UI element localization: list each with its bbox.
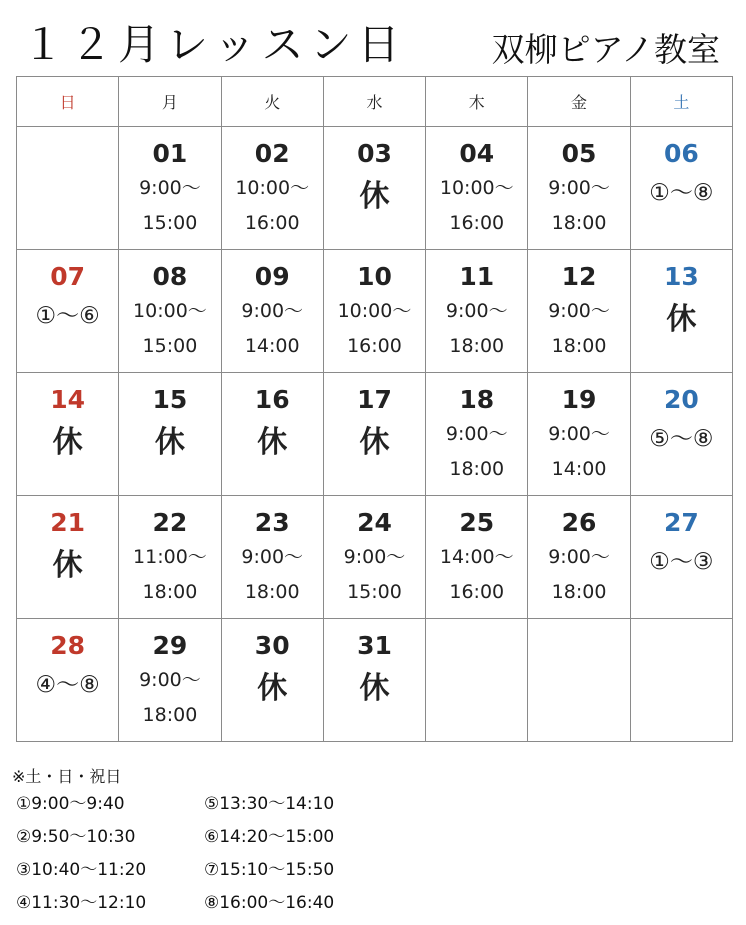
lesson-time: 10:00〜 <box>439 177 514 199</box>
calendar-day-cell <box>119 127 221 250</box>
day-number: 01 <box>152 139 188 168</box>
day-number: 15 <box>152 385 188 414</box>
day-number: 28 <box>50 631 86 660</box>
day-number: 12 <box>561 262 597 291</box>
holiday-mark: 休 <box>359 425 390 460</box>
calendar-day-cell <box>17 250 119 373</box>
day-number: 11 <box>459 262 495 291</box>
time-slot: ⑦15:10〜15:50 <box>204 860 335 880</box>
day-number: 10 <box>357 262 392 291</box>
time-slot: ②9:50〜10:30 <box>16 827 136 847</box>
day-number: 26 <box>561 508 597 537</box>
lesson-time: 9:00〜 <box>548 546 610 568</box>
lesson-time: 14:00 <box>244 335 300 357</box>
lesson-time: 9:00〜 <box>548 300 610 322</box>
calendar-day-cell <box>323 496 425 619</box>
lesson-time: 18:00 <box>551 212 607 234</box>
lesson-time: 11:00〜 <box>133 546 207 568</box>
holiday-mark: 休 <box>359 179 390 214</box>
calendar-day-cell <box>119 373 221 496</box>
weekday-sat: 土 <box>630 77 732 127</box>
calendar-week-row <box>17 127 733 250</box>
calendar-week-row <box>17 619 733 742</box>
lesson-time: 16:00 <box>347 335 402 357</box>
calendar-day-cell <box>426 127 528 250</box>
time-slot: ⑤13:30〜14:10 <box>204 794 335 814</box>
day-number: 17 <box>357 385 392 414</box>
slot-range: ①〜⑥ <box>35 303 100 329</box>
calendar-day-cell <box>221 373 323 496</box>
calendar-day-cell <box>528 127 630 250</box>
school-name: 双柳ピアノ教室 <box>491 30 720 69</box>
day-number: 09 <box>254 262 290 291</box>
holiday-mark: 休 <box>666 302 697 337</box>
day-number: 27 <box>663 508 699 537</box>
holiday-mark: 休 <box>257 425 288 460</box>
weekday-wed: 水 <box>323 77 425 127</box>
day-number: 05 <box>561 139 597 168</box>
day-number: 14 <box>50 385 86 414</box>
calendar-day-cell <box>528 250 630 373</box>
day-number: 16 <box>254 385 290 414</box>
day-number: 25 <box>459 508 495 537</box>
calendar-day-cell <box>323 373 425 496</box>
calendar-day-cell <box>630 496 732 619</box>
day-number: 07 <box>50 262 86 291</box>
lesson-time: 18:00 <box>142 581 198 603</box>
slot-range: ⑤〜⑧ <box>649 426 714 452</box>
weekday-header-row <box>17 77 733 127</box>
lesson-time: 18:00 <box>244 581 300 603</box>
lesson-time: 9:00〜 <box>445 423 508 445</box>
lesson-time: 16:00 <box>449 212 505 234</box>
lesson-time: 9:00〜 <box>343 546 406 568</box>
weekday-mon: 月 <box>119 77 221 127</box>
lesson-time: 9:00〜 <box>241 546 304 568</box>
slot-range: ①〜⑧ <box>649 180 714 206</box>
lesson-time: 9:00〜 <box>139 669 201 691</box>
calendar-day-cell <box>17 496 119 619</box>
day-number: 13 <box>663 262 699 291</box>
calendar-week-row <box>17 373 733 496</box>
time-slot: ③10:40〜11:20 <box>16 860 147 880</box>
calendar-week-row <box>17 496 733 619</box>
weekday-tue: 火 <box>221 77 323 127</box>
lesson-time: 10:00〜 <box>337 300 412 322</box>
calendar-empty-cell <box>630 619 732 742</box>
lesson-time: 9:00〜 <box>241 300 304 322</box>
day-number: 21 <box>50 508 86 537</box>
calendar-day-cell <box>119 496 221 619</box>
calendar-day-cell <box>323 250 425 373</box>
lesson-time: 15:00 <box>347 581 402 603</box>
day-number: 29 <box>152 631 188 660</box>
calendar-day-cell <box>119 250 221 373</box>
calendar-empty-cell <box>426 619 528 742</box>
calendar-day-cell <box>426 496 528 619</box>
calendar-day-cell <box>221 250 323 373</box>
notes-heading: ※土・日・祝日 <box>12 767 122 786</box>
day-number: 18 <box>459 385 495 414</box>
day-number: 08 <box>152 262 188 291</box>
lesson-time: 14:00〜 <box>439 546 514 568</box>
lesson-time: 14:00 <box>551 458 607 480</box>
calendar-table <box>16 76 733 742</box>
lesson-time: 18:00 <box>551 335 607 357</box>
calendar-day-cell <box>630 250 732 373</box>
time-slot-list <box>16 792 392 916</box>
lesson-time: 18:00 <box>551 581 607 603</box>
lesson-time: 18:00 <box>449 335 505 357</box>
time-slot: ④11:30〜12:10 <box>16 893 147 913</box>
weekday-sun: 日 <box>17 77 119 127</box>
calendar-day-cell <box>221 619 323 742</box>
day-number: 04 <box>459 139 495 168</box>
calendar-week-row <box>17 250 733 373</box>
day-number: 31 <box>357 631 392 660</box>
lesson-time: 9:00〜 <box>548 177 610 199</box>
calendar-day-cell <box>323 619 425 742</box>
lesson-time: 15:00 <box>142 212 198 234</box>
calendar-day-cell <box>221 127 323 250</box>
time-slot: ①9:00〜9:40 <box>16 794 125 814</box>
calendar-day-cell <box>426 373 528 496</box>
holiday-mark: 休 <box>52 425 83 460</box>
calendar-day-cell <box>630 127 732 250</box>
day-number: 02 <box>254 139 290 168</box>
holiday-mark: 休 <box>52 548 83 583</box>
calendar-day-cell <box>528 373 630 496</box>
day-number: 20 <box>663 385 699 414</box>
lesson-time: 10:00〜 <box>133 300 207 322</box>
calendar-day-cell <box>630 373 732 496</box>
holiday-mark: 休 <box>154 425 185 460</box>
day-number: 06 <box>663 139 699 168</box>
time-slot: ⑧16:00〜16:40 <box>204 893 335 913</box>
holiday-mark: 休 <box>359 671 390 706</box>
day-number: 23 <box>254 508 290 537</box>
calendar-empty-cell <box>528 619 630 742</box>
calendar-day-cell <box>221 496 323 619</box>
calendar-day-cell <box>323 127 425 250</box>
slot-range: ④〜⑧ <box>35 672 100 698</box>
lesson-time: 9:00〜 <box>548 423 610 445</box>
time-slot: ⑥14:20〜15:00 <box>204 827 335 847</box>
day-number: 19 <box>561 385 597 414</box>
calendar-day-cell <box>119 619 221 742</box>
lesson-time: 9:00〜 <box>445 300 508 322</box>
lesson-time: 10:00〜 <box>235 177 310 199</box>
lesson-time: 18:00 <box>449 458 505 480</box>
slot-range: ①〜③ <box>649 549 714 575</box>
calendar-day-cell <box>17 619 119 742</box>
lesson-time: 18:00 <box>142 704 198 726</box>
lesson-time: 16:00 <box>449 581 505 603</box>
day-number: 03 <box>357 139 392 168</box>
calendar-day-cell <box>426 250 528 373</box>
weekday-thu: 木 <box>426 77 528 127</box>
calendar-empty-cell <box>17 127 119 250</box>
calendar-day-cell <box>17 373 119 496</box>
weekday-fri: 金 <box>528 77 630 127</box>
lesson-time: 16:00 <box>244 212 300 234</box>
calendar-day-cell <box>528 496 630 619</box>
lesson-time: 15:00 <box>142 335 198 357</box>
day-number: 30 <box>254 631 290 660</box>
holiday-mark: 休 <box>257 671 288 706</box>
page-title: １２月レッスン日 <box>22 20 406 69</box>
day-number: 22 <box>152 508 188 537</box>
day-number: 24 <box>357 508 392 537</box>
lesson-time: 9:00〜 <box>139 177 201 199</box>
